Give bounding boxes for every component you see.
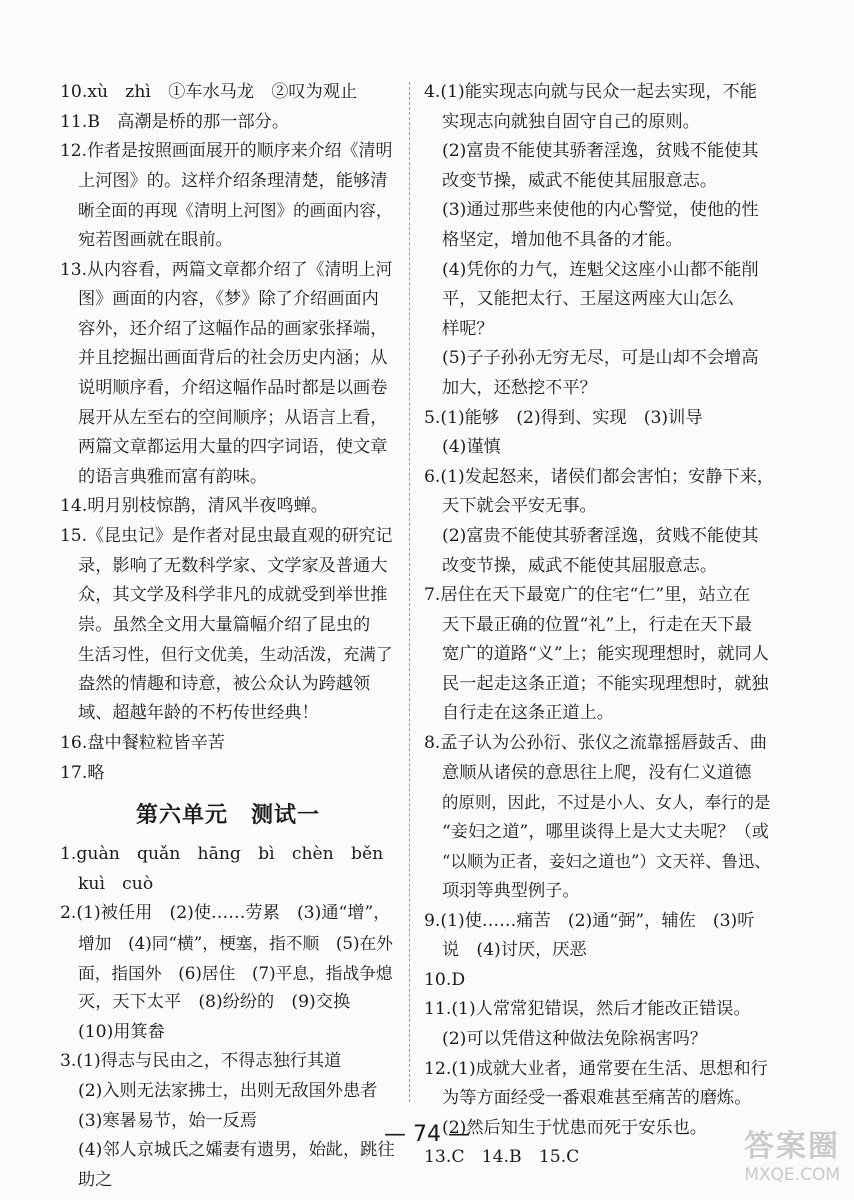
answer-line: 6.(1)发起怒来，诸侯们都会害怕；安静下来， [424, 466, 775, 487]
answer-line: 录，影响了无数科学家、文学家及普通大 [78, 555, 388, 576]
answer-line: (4)谨慎 [442, 437, 501, 458]
answer-line: (5)子子孙孙无穷无尽，可是山却不会增高 [442, 348, 759, 369]
answer-line: 13.从内容看，两篇文章都介绍了《清明上河 [60, 259, 393, 280]
answer-line: 两篇文章都运用大量的四字词语，使文章 [78, 437, 388, 458]
answer-line: 实现志向就独自固守自己的原则。 [442, 111, 700, 132]
answer-line: 宽广的道路“义”上；能实现理想时，就同人 [442, 644, 769, 665]
section-heading: 第六单元 测试一 [135, 803, 320, 829]
answer-line: 自行走在这条正道上。 [442, 703, 614, 724]
right-answers [424, 78, 774, 1173]
answer-item [60, 78, 396, 108]
answer-item [60, 840, 396, 899]
answer-line: 为等方面经受一番艰难甚至痛苦的磨炼。 [442, 1088, 752, 1109]
answer-line: 图》画面的内容，《梦》除了介绍画面内 [78, 289, 379, 310]
answer-line: 上河图》的。这样介绍条理清楚，能够清 [78, 170, 388, 191]
answer-line: 14.明月别枝惊鹊，清风半夜鸣蝉。 [60, 496, 328, 517]
answer-line: “妾妇之道”，哪里谈得上是大丈夫呢？（或 [442, 821, 769, 842]
answer-line: 10.xù zhì ①车水马龙 ②叹为观止 [60, 82, 358, 102]
answer-line: kuì cuò [78, 873, 154, 894]
answer-line: 17.略 [60, 762, 105, 783]
answer-line: 天下最正确的位置“礼”上，行走在天下最 [442, 614, 752, 635]
answer-item [424, 78, 774, 404]
answer-item [424, 966, 774, 996]
answer-line: 说明顺序看，介绍这幅作品时都是以画卷 [78, 377, 388, 398]
answer-line: 11.(1)人常常犯错误，然后才能改正错误。 [424, 999, 751, 1020]
answer-item [424, 995, 774, 1054]
answer-item [424, 581, 774, 729]
answer-line: (3)通过那些来使他的内心警觉，使他的性 [442, 200, 759, 221]
answer-line: 改变节操，威武不能使其屈服意志。 [442, 170, 718, 191]
answer-line: “以顺为正者，妾妇之道也”）文天祥、鲁迅、 [442, 852, 771, 872]
answer-line: 10.D [424, 969, 466, 990]
answer-line: 12.作者是按照画面展开的顺序来介绍《清明 [60, 141, 393, 162]
answer-line: 4.(1)能实现志向就与民众一起去实现，不能 [424, 82, 757, 102]
answer-line: (3)寒暑易节，始一反焉 [78, 1110, 258, 1131]
answer-line: 容外，还介绍了这幅作品的画家张择端， [78, 318, 388, 339]
answer-line: 16.盘中餐粒粒皆辛苦 [60, 733, 225, 754]
answer-line: 晰全面的再现《清明上河图》的画面内容， [78, 201, 393, 221]
answer-item [60, 492, 396, 522]
watermark-title: 答案圈 [744, 1129, 840, 1164]
answer-line: 加大，还愁挖不平？ [442, 377, 597, 398]
answer-line: 灭，天下太平 (8)纷纷的 (9)交换 [78, 992, 351, 1013]
answer-line: 12.(1)成就大业者，通常要在生活、思想和行 [424, 1058, 768, 1079]
answer-line: 展开从左至右的空间顺序；从语言上看， [78, 407, 388, 428]
answer-item [60, 899, 396, 1047]
answer-line: (4)凭你的力气，连魁父这座小山都不能削 [442, 259, 759, 280]
answer-line: 7.居住在天下最宽广的住宅“仁”里，站立在 [424, 585, 751, 606]
answer-item [60, 108, 396, 138]
answer-line: 11.B 高潮是桥的那一部分。 [60, 111, 290, 132]
watermark-logo [700, 1130, 840, 1194]
answer-line: 并且挖掘出画面背后的社会历史内涵；从 [78, 348, 388, 369]
answer-item [60, 137, 396, 255]
answer-line: 的语言典雅而富有韵味。 [78, 466, 268, 487]
page-number: — 74 — [384, 1122, 470, 1147]
answer-line: 说 (4)讨厌，厌恶 [442, 940, 587, 961]
answer-line: (2)富贵不能使其骄奢淫逸，贫贱不能使其 [442, 525, 759, 546]
answer-item [424, 463, 774, 581]
answer-line: 样呢？ [442, 318, 494, 339]
answer-line: 13.C 14.B 15.C [424, 1147, 580, 1168]
answer-line: 15.《昆虫记》是作者对昆虫最直观的研究记 [60, 525, 393, 546]
answer-item [60, 522, 396, 729]
watermark-url: MXQE.COM [744, 1165, 840, 1185]
answer-line: 众，其文学及科学非凡的成就受到举世推 [78, 585, 388, 606]
answer-item [424, 404, 774, 463]
answer-line: 平，又能把太行、王屋这两座大山怎么 [442, 289, 735, 310]
answer-line: 8.孟子认为公孙衍、张仪之流靠摇唇鼓舌、曲 [424, 733, 767, 754]
left-column [60, 78, 396, 1195]
answer-line: 生活习性，但行文优美，生动活泼，充满了 [78, 645, 393, 665]
answer-line: 天下就会平安无事。 [442, 496, 597, 517]
answer-line: (4)邻人京城氏之孀妻有遗男，始龀，跳往 [78, 1140, 395, 1161]
answer-line: 民一起走这条正道；不能实现理想时，就独 [442, 673, 769, 694]
answer-line: 宛若图画就在眼前。 [78, 229, 233, 250]
answer-line: 格坚定，增加他不具备的才能。 [442, 229, 683, 250]
answer-line: (10)用箕畚 [78, 1021, 165, 1042]
answer-item [424, 729, 774, 907]
answer-item [424, 907, 774, 966]
answer-line: 9.(1)使……痛苦 (2)通“弼”，辅佐 (3)听 [424, 910, 755, 931]
answer-line: 面，指国外 (6)居住 (7)平息，指战争熄 [78, 962, 393, 983]
answer-line: 盎然的情趣和诗意，被公众认为跨越领 [78, 673, 371, 694]
answer-line: (2)入则无法家拂士，出则无敌国外患者 [78, 1081, 378, 1101]
answer-line: (2)然后知生于忧患而死于安乐也。 [442, 1117, 707, 1138]
right-column [424, 78, 774, 1173]
answer-line: 意顺从诸侯的意思往上爬，没有仁义道德 [442, 762, 752, 783]
answer-line: 5.(1)能够 (2)得到、实现 (3)训导 [424, 407, 703, 428]
answer-line: 助之 [78, 1169, 113, 1190]
answer-line: 1.guàn quǎn hāng bì chèn běn [60, 844, 384, 865]
answer-line: 3.(1)得志与民由之，不得志独行其道 [60, 1051, 342, 1072]
answer-item [60, 729, 396, 759]
column-divider [409, 82, 410, 1102]
answer-line: (2)富贵不能使其骄奢淫逸，贫贱不能使其 [442, 141, 759, 162]
answer-line: 崇。虽然全文用大量篇幅介绍了昆虫的 [78, 614, 371, 635]
answer-line: 域、超越年龄的不朽传世经典！ [78, 703, 319, 724]
left-answers-part1 [60, 78, 396, 788]
answer-line: (2)可以凭借这种做法免除祸害吗？ [442, 1029, 707, 1049]
answer-item [60, 256, 396, 493]
answer-line: 改变节操，威武不能使其屈服意志。 [442, 555, 718, 576]
answer-line: 项羽等典型例子。 [442, 881, 580, 902]
answer-line: 2.(1)被任用 (2)使……劳累 (3)通“增”， [60, 903, 391, 924]
answer-line: 增加 (4)同“横”，梗塞，指不顺 (5)在外 [78, 933, 393, 954]
answer-line: 的原则，因此，不过是小人、女人，奉行的是 [442, 793, 771, 813]
answer-item [60, 759, 396, 789]
